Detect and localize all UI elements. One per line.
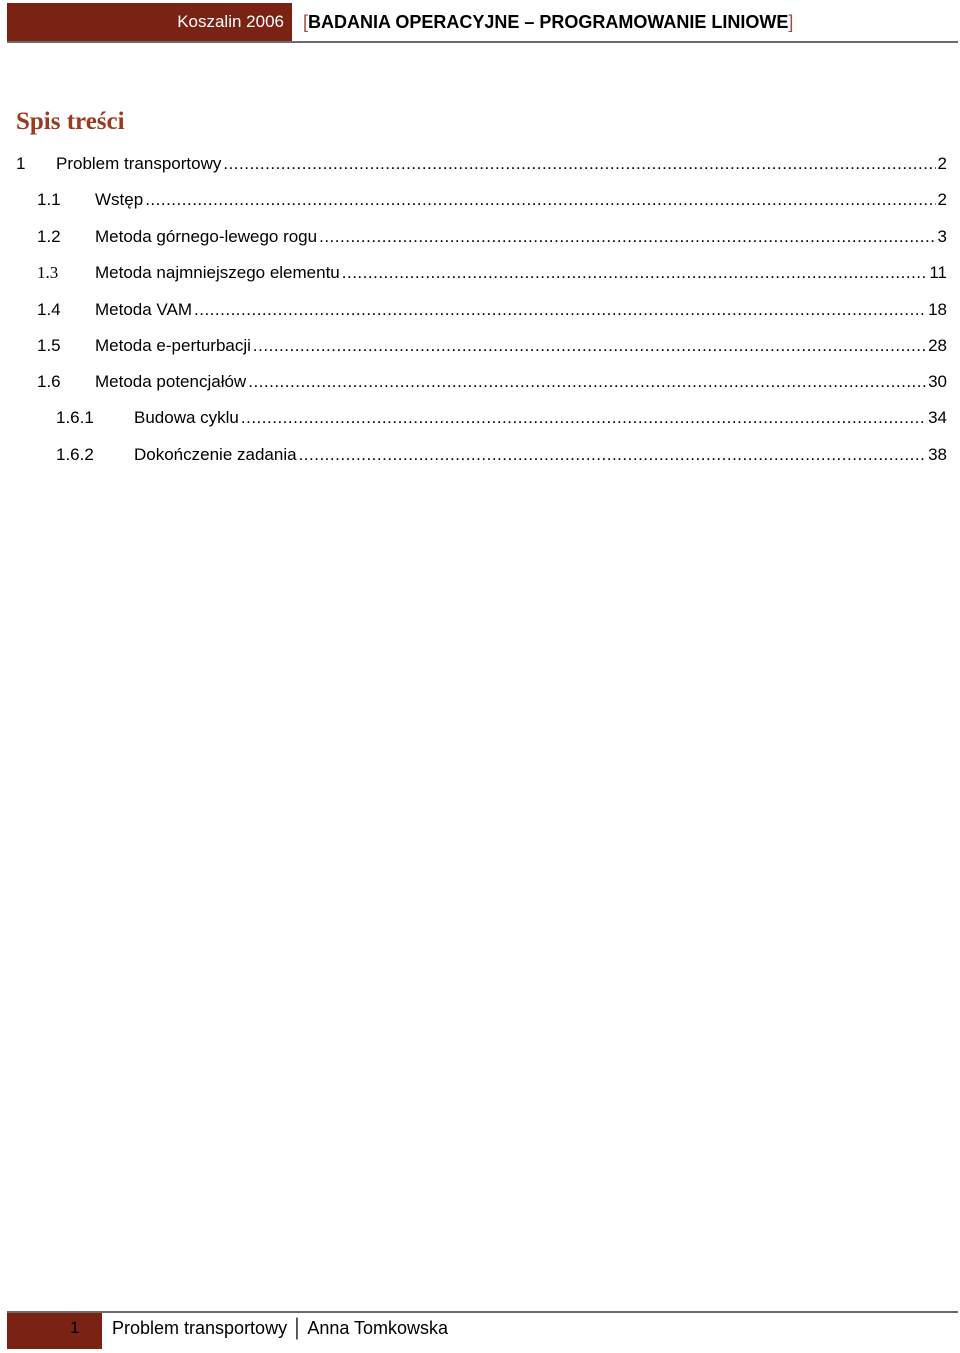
toc-entry[interactable] [0, 370, 947, 394]
toc-entry-number: 1 [16, 154, 26, 173]
footer-accent-block [7, 1313, 102, 1349]
toc-entry-title: Metoda potencjałów [95, 372, 247, 391]
toc-entry-title: Problem transportowy [56, 154, 222, 173]
toc-entry[interactable] [0, 261, 947, 285]
toc-entry-title: Metoda najmniejszego elementu [95, 263, 340, 282]
toc-leader-dots [342, 261, 928, 285]
toc-entry[interactable] [0, 406, 947, 430]
toc-leader-dots [194, 298, 926, 322]
toc-leader-dots [319, 225, 935, 249]
toc-entry[interactable] [0, 188, 947, 212]
toc-leader-dots [299, 443, 927, 467]
toc-entry-page: 18 [928, 300, 947, 319]
toc-entry[interactable] [0, 334, 947, 358]
header-open-bracket: [ [303, 12, 309, 32]
toc-leader-dots [253, 334, 926, 358]
toc-entry-number: 1.6.1 [56, 408, 94, 427]
toc-leader-dots [241, 406, 926, 430]
toc-entry-title: Metoda VAM [95, 300, 193, 319]
toc-leader-dots [248, 370, 926, 394]
toc-entry-page: 2 [937, 190, 947, 209]
footer-text: Problem transportowy │ Anna Tomkowska [112, 1318, 449, 1338]
toc-entry-page: 38 [928, 445, 947, 464]
page-header [7, 3, 958, 41]
toc-entry-number: 1.6 [37, 372, 61, 391]
toc-entry-title: Metoda e-perturbacji [95, 336, 251, 355]
header-title-text: BADANIA OPERACYJNE – PROGRAMOWANIE LINIOWE [308, 12, 789, 32]
toc-leader-dots [145, 188, 935, 212]
toc-entry[interactable] [0, 443, 947, 467]
header-location-year: Koszalin 2006 [7, 3, 292, 41]
toc-entry-number: 1.2 [37, 227, 61, 246]
toc-heading: Spis treści [16, 108, 125, 135]
toc-entry[interactable] [0, 298, 947, 322]
footer-page-number: 1 [70, 1318, 80, 1337]
toc-entry-page: 34 [928, 408, 947, 427]
toc-entry-number: 1.4 [37, 300, 61, 319]
toc-entry-title: Budowa cyklu [134, 408, 239, 427]
toc-entry-title: Dokończenie zadania [134, 445, 297, 464]
toc-entry-number: 1.6.2 [56, 445, 94, 464]
footer-rule [7, 1311, 958, 1313]
toc-entry[interactable] [0, 225, 947, 249]
toc-entry-number: 1.1 [37, 190, 61, 209]
toc-entry-page: 30 [928, 372, 947, 391]
toc-entry-page: 2 [937, 154, 947, 173]
header-close-bracket: ] [788, 12, 794, 32]
toc-entry-title: Metoda górnego-lewego rogu [95, 227, 318, 246]
header-rule [7, 41, 958, 43]
toc-entry-page: 3 [937, 227, 947, 246]
toc-entry-page: 11 [929, 263, 947, 282]
toc-entry-page: 28 [928, 336, 947, 355]
toc-entry-number: 1.5 [37, 336, 61, 355]
toc-leader-dots [223, 152, 935, 176]
header-title [303, 3, 793, 41]
toc-entry[interactable] [0, 152, 947, 176]
toc-entry-number: 1.3 [37, 263, 59, 282]
toc-entry-title: Wstęp [95, 190, 144, 209]
